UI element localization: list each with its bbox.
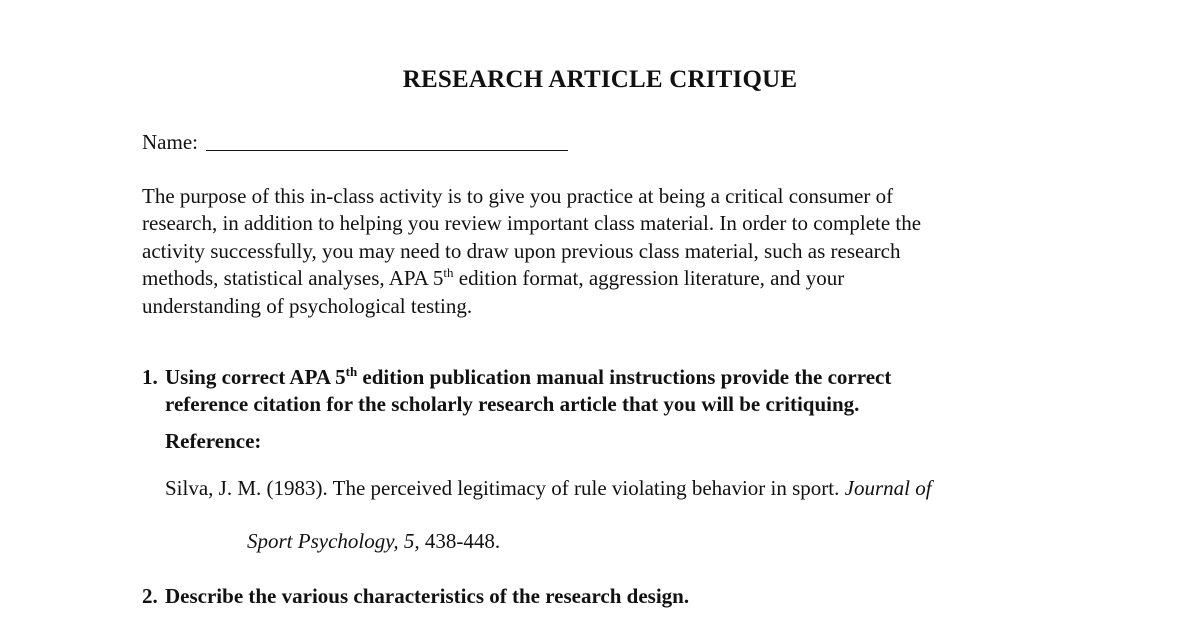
intro-line <box>142 265 1042 292</box>
question-2 <box>142 583 689 610</box>
question-1 <box>142 364 891 418</box>
intro-line: The purpose of this in-class activity is to give you practice at being a critical consumer of <box>142 184 894 208</box>
superscript: th <box>443 265 454 281</box>
citation-pages: 438-448. <box>419 529 501 553</box>
reference-citation-line <box>247 529 500 554</box>
reference-label: Reference: <box>165 429 262 453</box>
name-field-row <box>142 130 568 155</box>
journal-title: Sport Psychology, 5, <box>247 529 420 553</box>
question-text: Using correct APA 5 <box>165 365 346 389</box>
intro-line: research, in addition to helping you review important class material. In order to complete the <box>142 211 922 236</box>
journal-title: Journal of <box>844 476 932 500</box>
name-label: Name: <box>142 130 198 154</box>
question-text: Describe the various characteristics of the research design. <box>165 584 690 608</box>
intro-line: understanding of psychological testing. <box>142 293 473 318</box>
intro-text: methods, statistical analyses, APA 5 <box>142 266 444 291</box>
question-text: reference citation for the scholarly research article that you will be critiquing. <box>165 392 860 416</box>
question-number: 1. <box>142 365 158 389</box>
citation-text: Silva, J. M. (1983). The perceived legitimacy of rule violating behavior in sport. <box>165 476 845 500</box>
document-title: RESEARCH ARTICLE CRITIQUE <box>402 66 798 93</box>
reference-citation-line <box>165 476 932 501</box>
intro-line: activity successfully, you may need to draw upon previous class material, such as research <box>142 238 901 263</box>
intro-paragraph <box>142 183 1042 320</box>
superscript: th <box>345 364 358 379</box>
question-text: edition publication manual instructions provide the correct <box>357 365 892 389</box>
question-number: 2. <box>142 584 158 608</box>
intro-text: edition format, aggression literature, and your <box>453 266 845 291</box>
name-blank-line <box>206 134 568 151</box>
